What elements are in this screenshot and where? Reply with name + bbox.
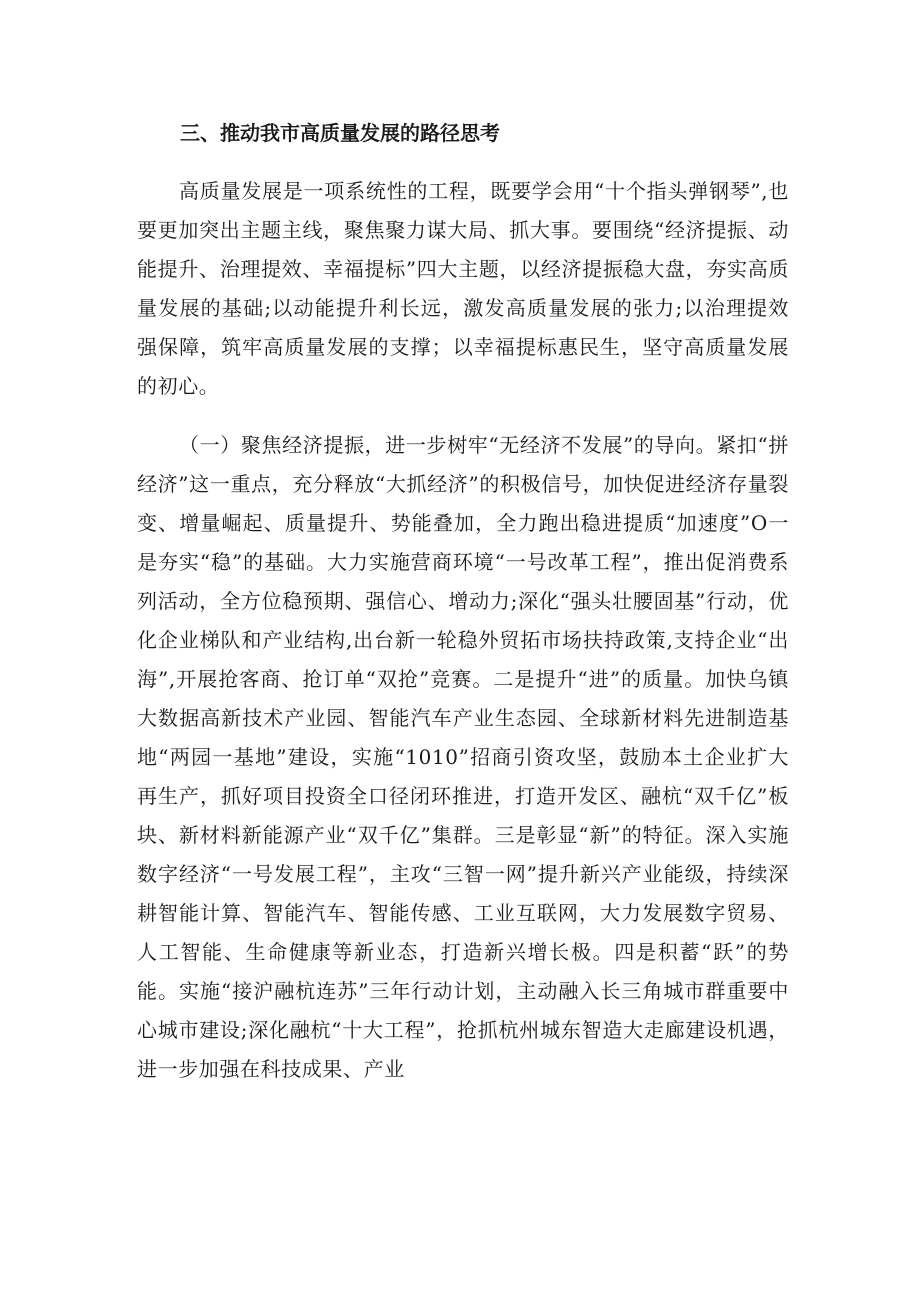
paragraph-economy: （一）聚焦经济提振，进一步树牢“无经济不发展”的导向。紧扣“拼经济”这一重点，充分释放“大抓经济”的积极信号，加快促进经济存量裂变、增量崛起、质量提升、势能叠加，全力跑出稳进提质“加速度”O一是夯实“稳”的基础。大力实施营商环境“一号改革工程”，推出促消费系列活动，全方位稳预期、强信心、增动力;深化“强头壮腰固基”行动，优化企业梯队和产业结构,出台新一轮稳外贸拓市场扶持政策,支持企业“出海”,开展抢客商、抢订单“双抢”竞赛。二是提升“进”的质量。加快乌镇大数据高新技术产业园、智能汽车产业生态园、全球新材料先进制造基地“两园一基地”建设，实施“1010”招商引资攻坚，鼓励本土企业扩大再生产，抓好项目投资全口径闭环推进，打造开发区、融杭“双千亿”板块、新材料新能源产业“双千亿”集群。三是彰显“新”的特征。深入实施数字经济“一号发展工程”，主攻“三智一网”提升新兴产业能级，持续深耕智能计算、智能汽车、智能传感、工业互联网，大力发展数字贸易、人工智能、生命健康等新业态，打造新兴增长极。四是积蓄“跃”的势能。实施“接沪融杭连苏”三年行动计划，主动融入长三角城市群重要中心城市建设;深化融杭“十大工程”，抢抓杭州城东智造大走廊建设机遇，进一步加强在科技成果、产业 <box>137 433 789 1081</box>
section-heading: 三、推动我市高质量发展的路径思考 <box>180 121 500 145</box>
paragraph-intro: 高质量发展是一项系统性的工程，既要学会用“十个指头弹钢琴”,也要更加突出主题主线，聚焦聚力谋大局、抓大事。要围绕“经济提振、动能提升、治理提效、幸福提标”四大主题，以经济提振稳大盘，夯实高质量发展的基础;以动能提升利长远，激发高质量发展的张力;以治理提效强保障，筑牢高质量发展的支撑；以幸福提标惠民生，坚守高质量发展的初心。 <box>137 179 789 398</box>
